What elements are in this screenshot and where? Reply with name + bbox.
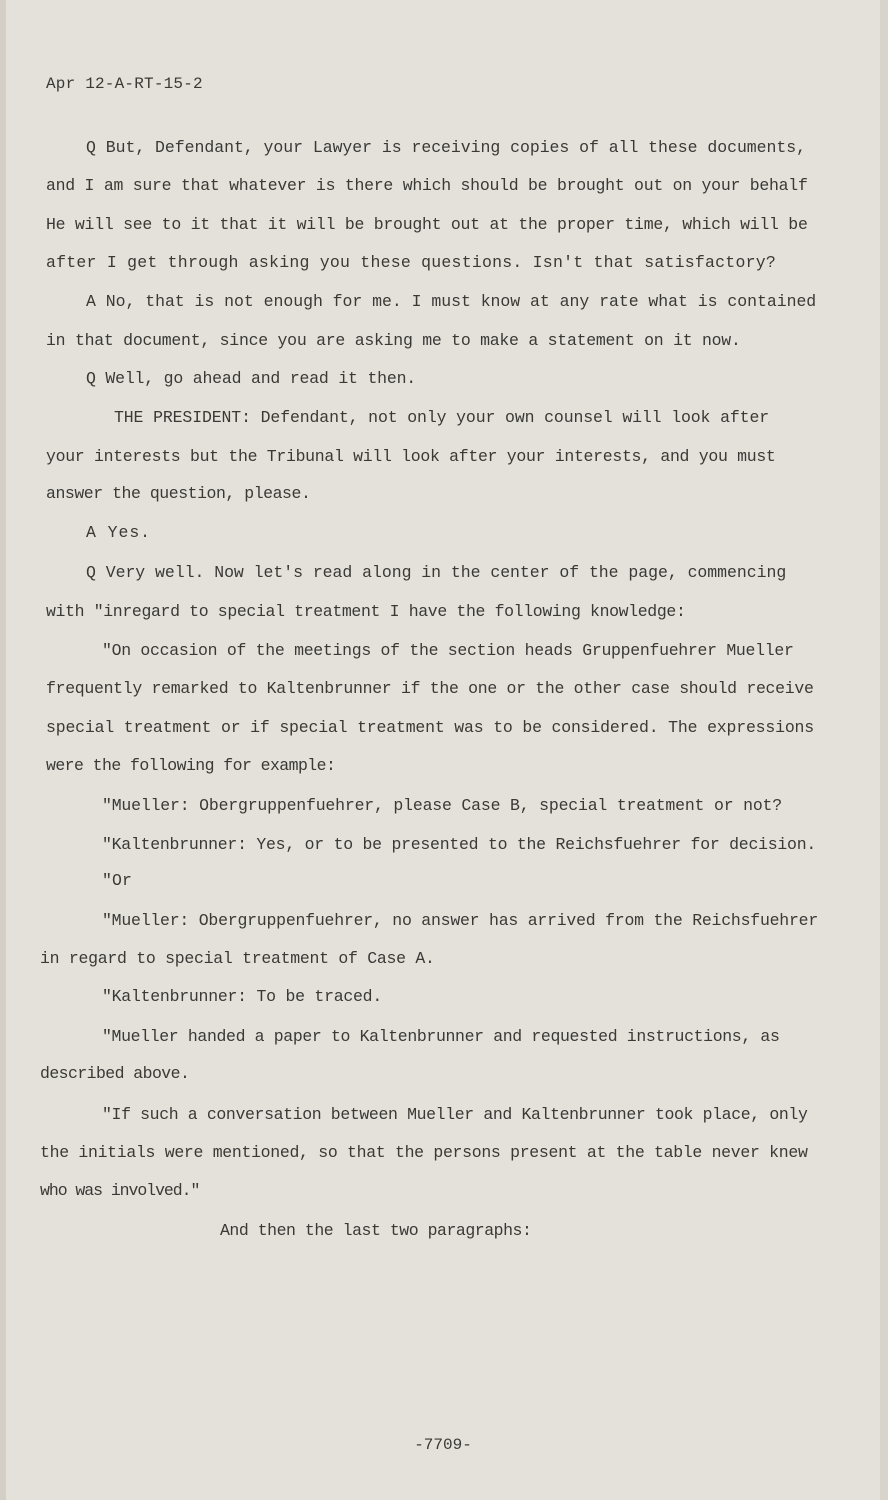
transcript-line: "Mueller handed a paper to Kaltenbrunner and requested instructions, as bbox=[102, 1027, 780, 1046]
transcript-line: Q But, Defendant, your Lawyer is receiving copies of all these documents, bbox=[86, 138, 806, 157]
transcript-line: who was involved." bbox=[40, 1181, 200, 1200]
transcript-line: answer the question, please. bbox=[46, 484, 311, 503]
transcript-line: THE PRESIDENT: Defendant, not only your own counsel will look after bbox=[114, 408, 769, 427]
transcript-line: And then the last two paragraphs: bbox=[220, 1221, 532, 1240]
transcript-line: "Kaltenbrunner: Yes, or to be presented to the Reichsfuehrer for decision. bbox=[102, 835, 816, 854]
page-number: -7709- bbox=[414, 1436, 472, 1454]
transcript-line: "Kaltenbrunner: To be traced. bbox=[102, 987, 382, 1006]
transcript-line: "On occasion of the meetings of the section heads Gruppenfuehrer Mueller bbox=[102, 641, 794, 660]
transcript-line: with "inregard to special treatment I have the following knowledge: bbox=[46, 602, 686, 621]
transcript-line: and I am sure that whatever is there which should be brought out on your behalf bbox=[46, 176, 808, 195]
transcript-line: He will see to it that it will be brought out at the proper time, which will be bbox=[46, 215, 808, 234]
transcript-line: Q Very well. Now let's read along in the center of the page, commencing bbox=[86, 563, 787, 582]
transcript-line: "Mueller: Obergruppenfuehrer, no answer has arrived from the Reichsfuehrer bbox=[102, 911, 818, 930]
transcript-line: after I get through asking you these questions. Isn't that satisfactory? bbox=[46, 253, 776, 272]
transcript-line: A No, that is not enough for me. I must know at any rate what is contained bbox=[86, 292, 817, 311]
transcript-line: were the following for example: bbox=[46, 756, 336, 775]
transcript-line: in regard to special treatment of Case A. bbox=[40, 949, 435, 968]
transcript-line: in that document, since you are asking me to make a statement on it now. bbox=[46, 331, 741, 350]
transcript-line: "Mueller: Obergruppenfuehrer, please Case B, special treatment or not? bbox=[102, 796, 782, 815]
transcript-line: "If such a conversation between Mueller and Kaltenbrunner took place, only bbox=[102, 1105, 808, 1124]
transcript-line: frequently remarked to Kaltenbrunner if the one or the other case should receive bbox=[46, 679, 814, 698]
transcript-line: A Yes. bbox=[86, 523, 151, 542]
transcript-line: "Or bbox=[102, 871, 132, 890]
transcript-line: special treatment or if special treatment was to be considered. The expressions bbox=[46, 718, 814, 737]
document-reference: Apr 12-A-RT-15-2 bbox=[46, 75, 203, 93]
transcript-line: the initials were mentioned, so that the persons present at the table never knew bbox=[40, 1143, 808, 1162]
transcript-line: your interests but the Tribunal will look after your interests, and you must bbox=[46, 447, 776, 466]
transcript-line: described above. bbox=[40, 1064, 190, 1083]
transcript-line: Q Well, go ahead and read it then. bbox=[86, 369, 416, 388]
